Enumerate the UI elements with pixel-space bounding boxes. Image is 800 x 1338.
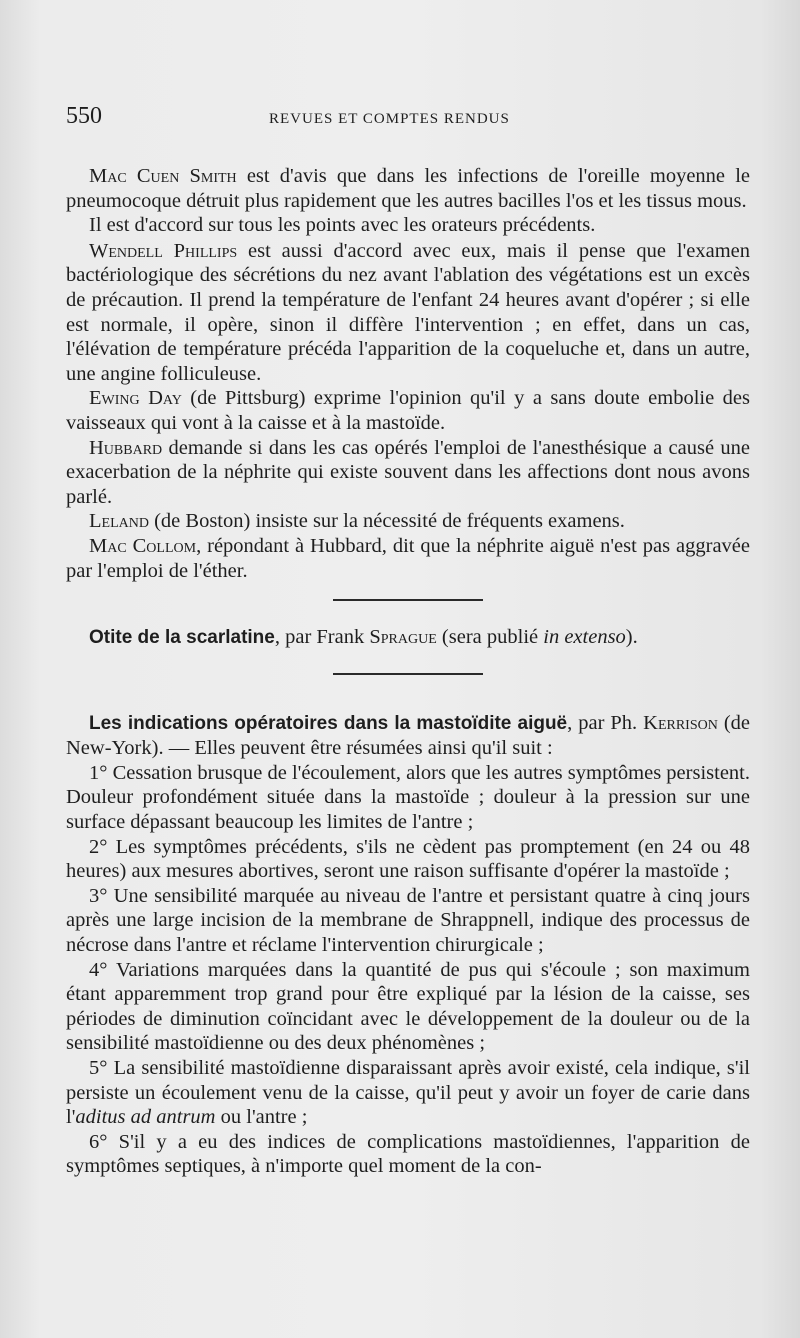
speaker-name: Wendell Phillips <box>89 239 238 262</box>
byline: , par Ph. <box>567 711 644 734</box>
page-number: 550 <box>66 103 102 129</box>
paragraph-text: Il est d'accord sur tous les points avec les orateurs précédents. <box>89 214 596 237</box>
discussion-section <box>66 164 750 583</box>
paragraph <box>66 534 750 583</box>
list-item-text: 5° La sensibilité mastoïdienne disparaissant après avoir existé, cela indique, s'il persiste un écoulement venu de la caisse, qu'il peut y avoir un foyer de carie dans l' <box>66 1057 750 1129</box>
paragraph-text: (de New-York). — Elles peuvent être résumées ainsi qu'il suit : <box>66 711 750 760</box>
paragraph <box>66 239 750 387</box>
list-item: 2° Les symptômes précédents, s'ils ne cèdent pas promptement (en 24 ou 48 heures) aux mesures abortives, seront une raison suffisante d'opérer la mastoïde ; <box>66 835 750 883</box>
speaker-name: Leland <box>89 510 149 533</box>
section-divider <box>333 599 483 601</box>
section-divider <box>333 673 483 675</box>
article-title: Otite de la scarlatine <box>89 627 275 649</box>
author-name: Sprague <box>369 626 437 649</box>
speaker-name: Ewing Day <box>89 387 182 410</box>
mastoiditis-article <box>66 711 750 1179</box>
article-title: Les indications opératoires dans la mastoïdite aiguë <box>89 712 568 734</box>
speaker-name: Hubbard <box>89 436 163 459</box>
publication-note-italic: in extenso <box>543 626 626 649</box>
list-item-text-end: ou l'antre ; <box>215 1106 308 1129</box>
speaker-name: Mac Collom <box>89 534 197 557</box>
byline: , par Frank <box>274 626 370 649</box>
running-head: REVUES ET COMPTES RENDUS <box>269 111 510 127</box>
speaker-name: Mac Cuen Smith <box>89 165 237 187</box>
publication-note-end: ). <box>625 626 638 649</box>
paragraph <box>66 164 750 213</box>
paragraph-text: demande si dans les cas opérés l'emploi de l'anesthésique a causé une exacerbation de la néphrite qui existe souvent dans les affections dont nous avons parlé. <box>66 436 750 508</box>
paragraph <box>66 509 750 534</box>
list-item-italic: aditus ad antrum <box>75 1106 216 1129</box>
publication-note: (sera publié <box>436 626 544 649</box>
paragraph-text: est d'avis que dans les infections de l'oreille moyenne le pneumocoque détruit plus rapidement que les autres bacilles l'os et les tissus mous. <box>66 165 751 212</box>
paragraph <box>66 213 750 238</box>
paragraph-text: , répondant à Hubbard, dit que la néphrite aiguë n'est pas aggravée par l'emploi de l'éther. <box>66 534 750 582</box>
list-item: 1° Cessation brusque de l'écoulement, alors que les autres symptômes persistent. Douleur profondément située dans la mastoïde ; douleur à la pression sur une surface dépassant beaucoup les limites de l'antre ; <box>66 761 750 834</box>
page-header <box>66 103 750 130</box>
list-item: 4° Variations marquées dans la quantité de pus qui s'écoule ; son maximum étant apparemment trop grand pour être expliqué par la lésion de la caisse, ses périodes de diminution coïncidant avec le développement de la douleur ou de la sensibilité mastoïdienne ou des deux phénomènes ; <box>66 958 750 1055</box>
paragraph-text: (de Boston) insiste sur la nécessité de fréquents examens. <box>148 510 625 533</box>
article-intro <box>66 711 750 761</box>
list-item: 3° Une sensibilité marquée au niveau de l'antre et persistant quatre à cinq jours après une large incision de la membrane de Shrappnell, indique des processus de nécrose dans l'antre et réclame l'intervention chirurgicale ; <box>66 884 750 957</box>
list-item: 6° S'il y a eu des indices de complications mastoïdiennes, l'apparition de symptômes septiques, à n'importe quel moment de la con- <box>66 1130 750 1178</box>
paragraph-text: est aussi d'accord avec eux, mais il pense que l'examen bactériologique des sécrétions du nez avant l'ablation des végétations est un excès de précaution. Il prend la température de l'enfant 24 heures avant d'opérer ; si elle est normale, il opère, sinon il diffère l'intervention ; en effet, dans un cas, l'élévation de température précéda l'apparition de la coqueluche et, dans un autre, une angine folliculeuse. <box>66 239 751 385</box>
paragraph-text: (de Pittsburg) exprime l'opinion qu'il y a sans doute embolie des vaisseaux qui vont à la caisse et à la mastoïde. <box>66 387 750 434</box>
list-item <box>66 1056 750 1130</box>
paragraph <box>66 436 750 510</box>
author-name: Kerrison <box>643 711 718 734</box>
paragraph <box>66 386 750 435</box>
article-heading-otite <box>66 625 750 651</box>
